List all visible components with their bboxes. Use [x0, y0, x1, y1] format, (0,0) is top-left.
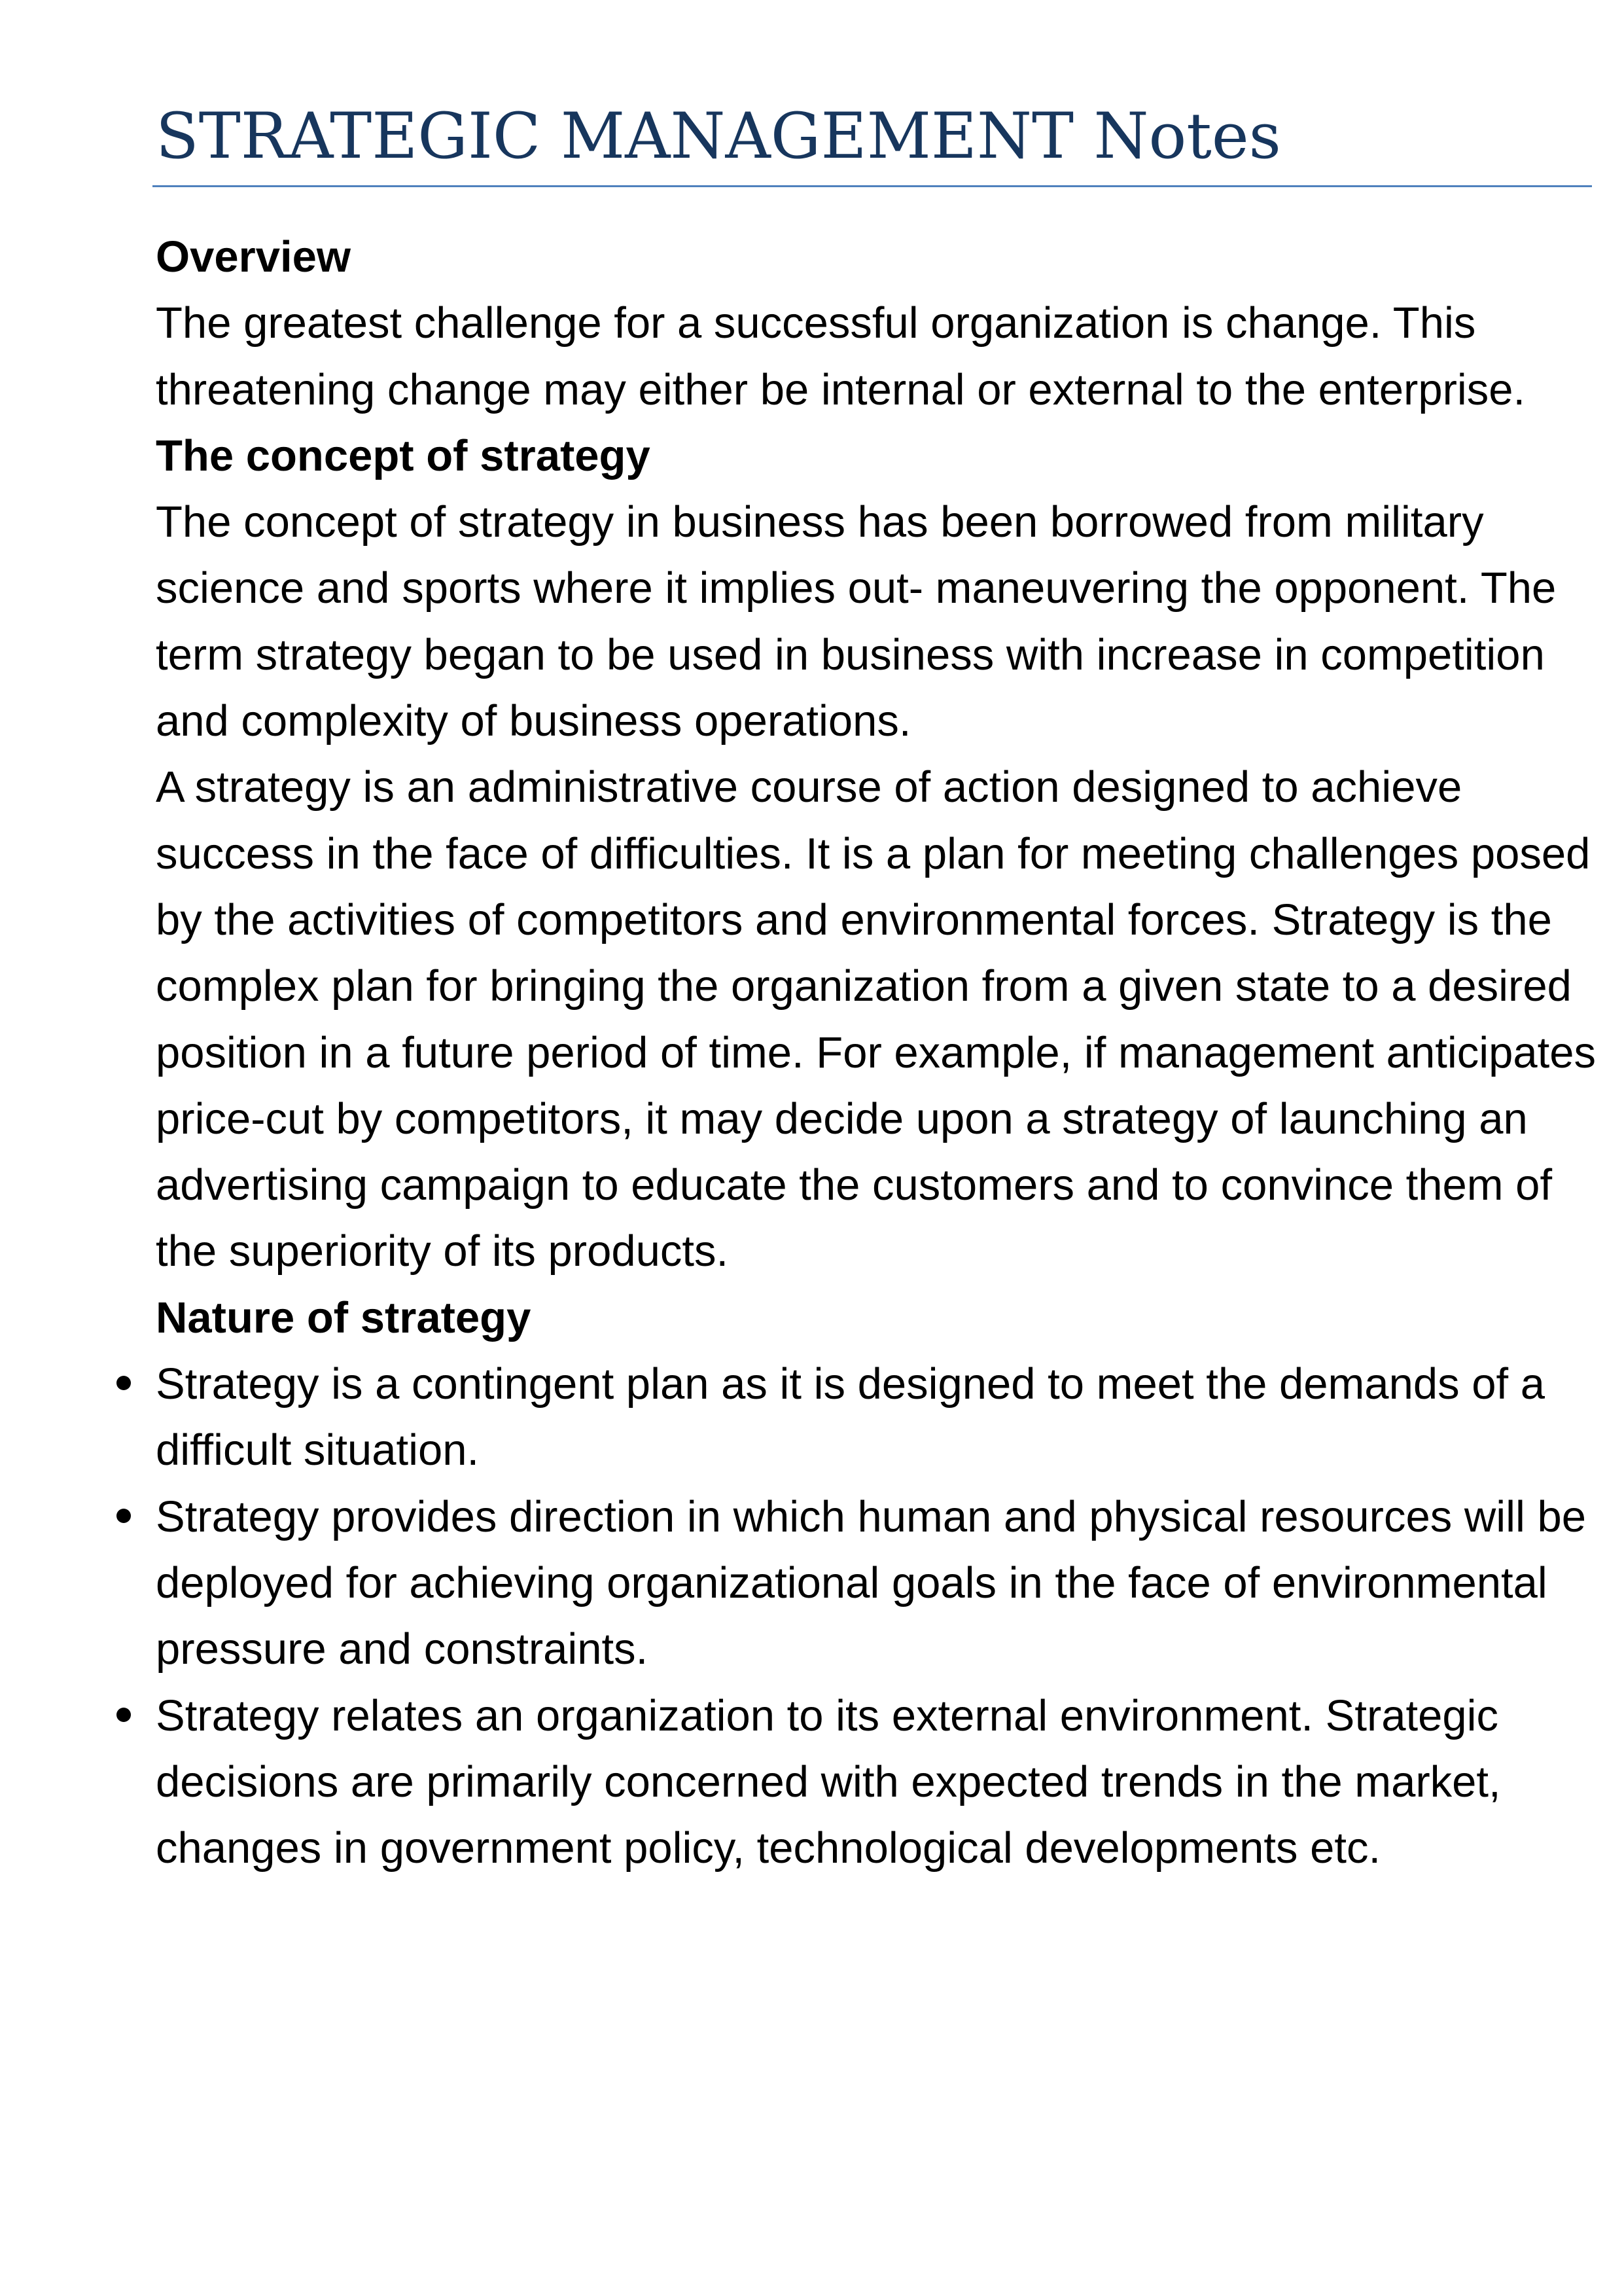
- list-item: [156, 1683, 1598, 1882]
- concept-paragraph-1: The concept of strategy in business has been borrowed from military science and sports where it implies out- maneuvering the opponent. The term strategy began to be used in business with increase in competition and complexity of business operations.: [156, 497, 1557, 746]
- bullet-icon: [116, 1509, 131, 1523]
- document-body: [156, 224, 1598, 1881]
- list-item: [156, 1484, 1598, 1683]
- concept-heading: The concept of strategy: [156, 431, 650, 480]
- nature-heading: Nature of strategy: [156, 1293, 531, 1342]
- bullet-icon: [116, 1708, 131, 1722]
- bullet-text: Strategy provides direction in which human and physical resources will be deployed for achieving organizational goals in the face of environmental pressure and constraints.: [156, 1492, 1587, 1674]
- bullet-icon: [116, 1376, 131, 1390]
- bullet-text: Strategy relates an organization to its external environment. Strategic decisions are primarily concerned with expected trends in the market, changes in government policy, technological developments etc.: [156, 1691, 1501, 1873]
- document-title: STRATEGIC MANAGEMENT Notes: [156, 99, 1281, 173]
- title-underline: [152, 185, 1592, 187]
- overview-paragraph: The greatest challenge for a successful organization is change. This threatening change may either be internal or external to the enterprise.: [156, 298, 1526, 414]
- concept-paragraph-2: A strategy is an administrative course of action designed to achieve success in the face of difficulties. It is a plan for meeting challenges posed by the activities of competitors and environmental forces. Strategy is the complex plan for bringing the organization from a given state to a desired position in a future period of time. For example, if management anticipates price-cut by competitors, it may decide upon a strategy of launching an advertising campaign to educate the customers and to convince them of the superiority of its products.: [156, 762, 1596, 1276]
- list-item: [156, 1351, 1598, 1484]
- bullet-text: Strategy is a contingent plan as it is designed to meet the demands of a difficult situation.: [156, 1359, 1545, 1475]
- nature-bullet-list: [156, 1351, 1598, 1881]
- overview-heading: Overview: [156, 232, 351, 281]
